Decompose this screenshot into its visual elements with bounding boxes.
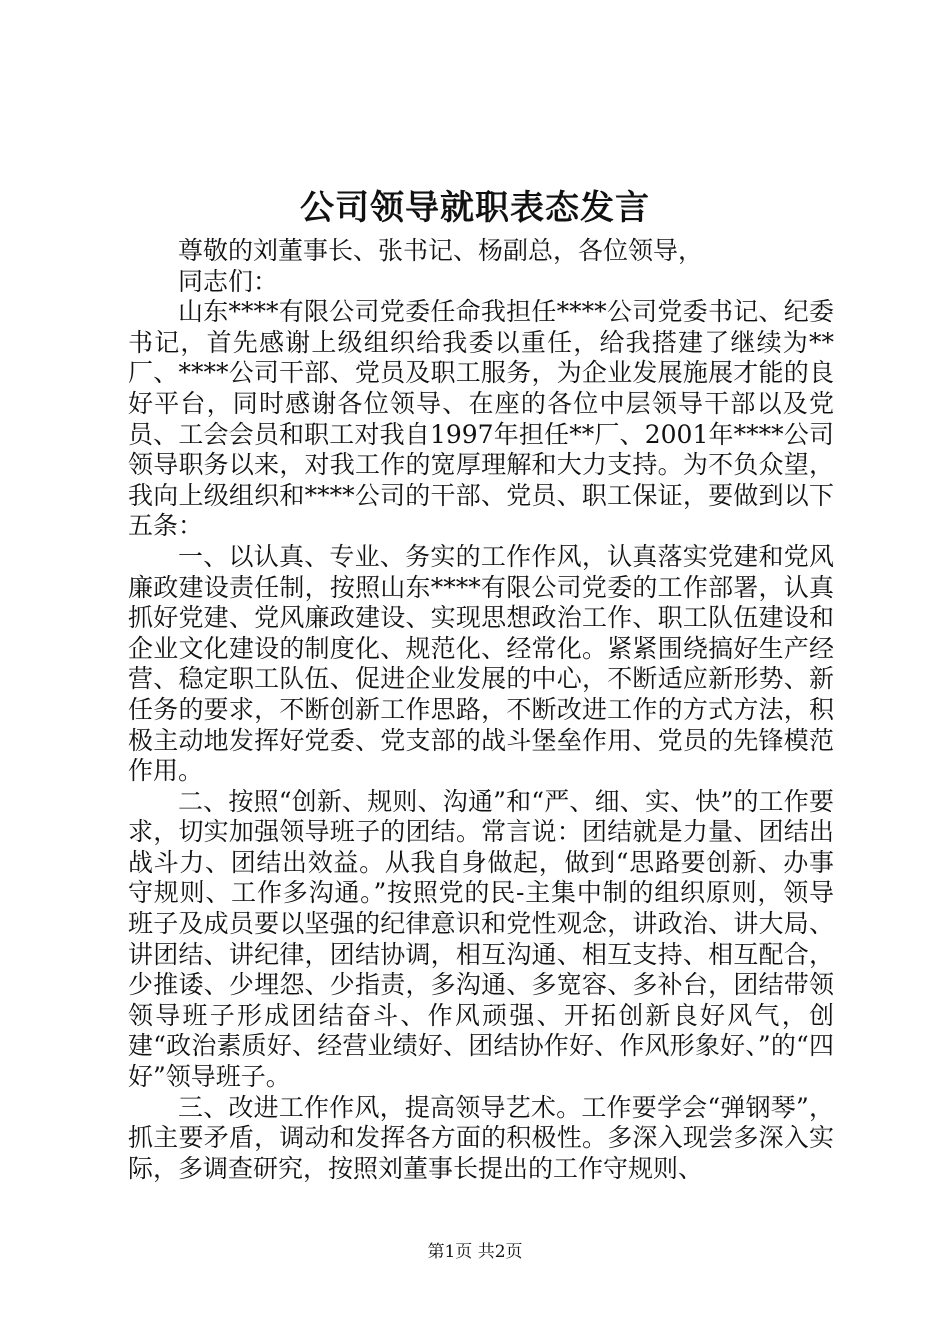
document-body bbox=[128, 236, 834, 1184]
body-paragraph: 三、改进工作作风，提高领导艺术。工作要学会“弹钢琴”，抓主要矛盾，调动和发挥各方面的积极性。多深入现尝多深入实际，多调查研究，按照刘董事长提出的工作守规则、 bbox=[128, 1092, 834, 1183]
document-title: 公司领导就职表态发言 bbox=[300, 188, 650, 228]
body-paragraph: 山东****有限公司党委任命我担任****公司党委书记、纪委书记，首先感谢上级组织给我委以重任，给我搭建了继续为**厂、****公司干部、党员及职工服务，为企业发展施展才能的良好平台，同时感谢各位领导、在座的各位中层领导干部以及党员、工会会员和职工对我自1997年担任**厂、2001年****公司领导职务以来，对我工作的宽厚理解和大力支持。为不负众望，我向上级组织和****公司的干部、党员、职工保证，要做到以下五条： bbox=[128, 297, 834, 541]
salutation-line: 尊敬的刘董事长、张书记、杨副总，各位领导， bbox=[178, 236, 704, 265]
salutation-line: 同志们： bbox=[178, 266, 279, 296]
page-footer: 第1页 共2页 bbox=[427, 1242, 523, 1262]
body-paragraph: 二、按照“创新、规则、沟通”和“严、细、实、快”的工作要求，切实加强领导班子的团结。常言说：团结就是力量、团结出战斗力、团结出效益。从我自身做起，做到“思路要创新、办事守规则、工作多沟通。”按照党的民-主集中制的组织原则，领导班子及成员要以坚强的纪律意识和党性观念，讲政治、讲大局、讲团结、讲纪律，团结协调，相互沟通、相互支持、相互配合，少推诿、少埋怨、少指责，多沟通、多宽容、多补台，团结带领领导班子形成团结奋斗、作风顽强、开拓创新良好风气，创建“政治素质好、经营业绩好、团结协作好、作风形象好、”的“四好”领导班子。 bbox=[128, 786, 834, 1092]
body-paragraph: 一、以认真、专业、务实的工作作风，认真落实党建和党风廉政建设责任制，按照山东****有限公司党委的工作部署，认真抓好党建、党风廉政建设、实现思想政治工作、职工队伍建设和企业文化建设的制度化、规范化、经常化。紧紧围绕搞好生产经营、稳定职工队伍、促进企业发展的中心，不断适应新形势、新任务的要求，不断创新工作思路，不断改进工作的方式方法，积极主动地发挥好党委、党支部的战斗堡垒作用、党员的先锋模范作用。 bbox=[128, 541, 834, 786]
